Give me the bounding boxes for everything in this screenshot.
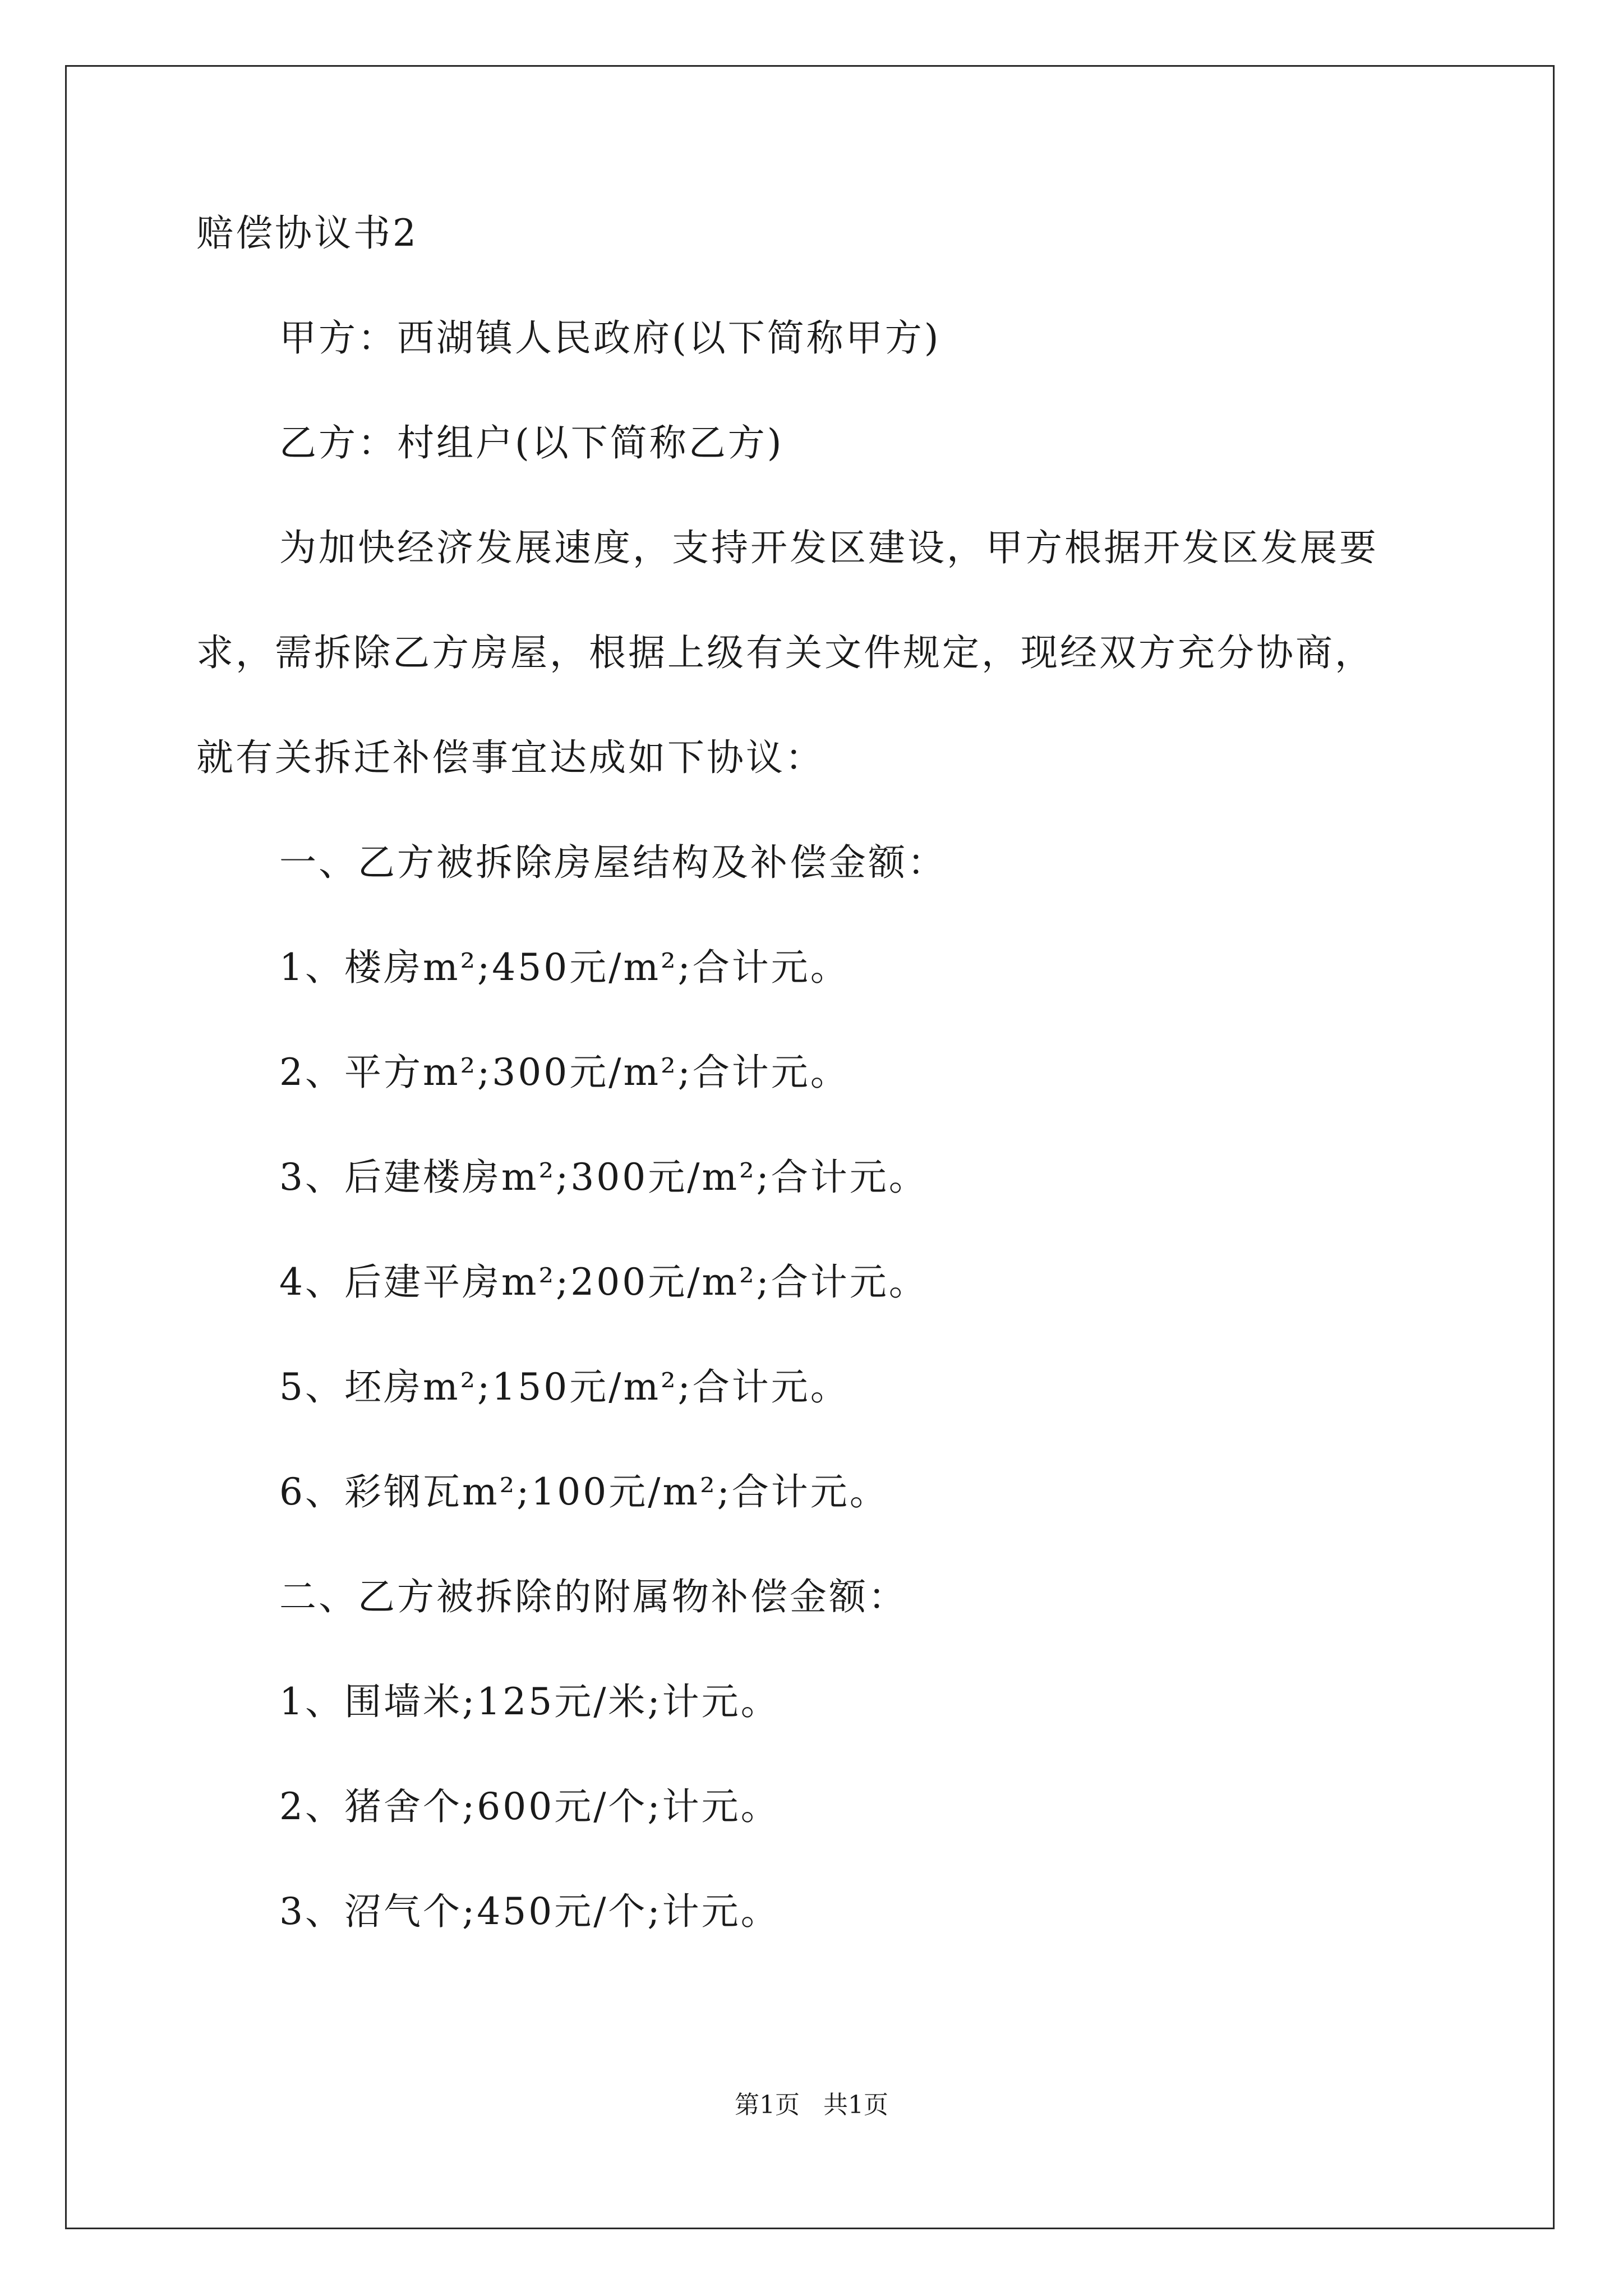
compensation-item: 6、彩钢瓦m²;100元/m²;合计元。 [279,1470,889,1513]
party-a-line: 甲方：西湖镇人民政府(以下简称甲方) [279,316,941,360]
page-number-footer: 第1页 共1页 [735,2091,888,2119]
document-title: 赔偿协议书2 [196,211,418,255]
party-b-line: 乙方：村组户(以下简称乙方) [279,421,784,464]
compensation-item: 1、楼房m²;450元/m²;合计元。 [279,946,850,989]
attachment-item: 3、沼气个;450元/个;计元。 [279,1890,780,1933]
section-heading: 二、乙方被拆除的附属物补偿金额： [279,1575,907,1618]
preamble-line: 求，需拆除乙方房屋，根据上级有关文件规定，现经双方充分协商， [196,631,1374,674]
section-heading: 一、乙方被拆除房屋结构及补偿金额： [279,841,947,884]
compensation-item: 5、坯房m²;150元/m²;合计元。 [279,1365,850,1409]
attachment-item: 1、围墙米;125元/米;计元。 [279,1680,780,1723]
preamble-line: 为加快经济发展速度，支持开发区建设，甲方根据开发区发展要 [279,526,1378,569]
attachment-item: 2、猪舍个;600元/个;计元。 [279,1785,780,1828]
compensation-item: 2、平方m²;300元/m²;合计元。 [279,1051,850,1094]
preamble-line: 就有关拆迁补偿事宜达成如下协议： [196,736,824,779]
compensation-item: 3、后建楼房m²;300元/m²;合计元。 [279,1156,928,1199]
compensation-item: 4、后建平房m²;200元/m²;合计元。 [279,1260,928,1304]
